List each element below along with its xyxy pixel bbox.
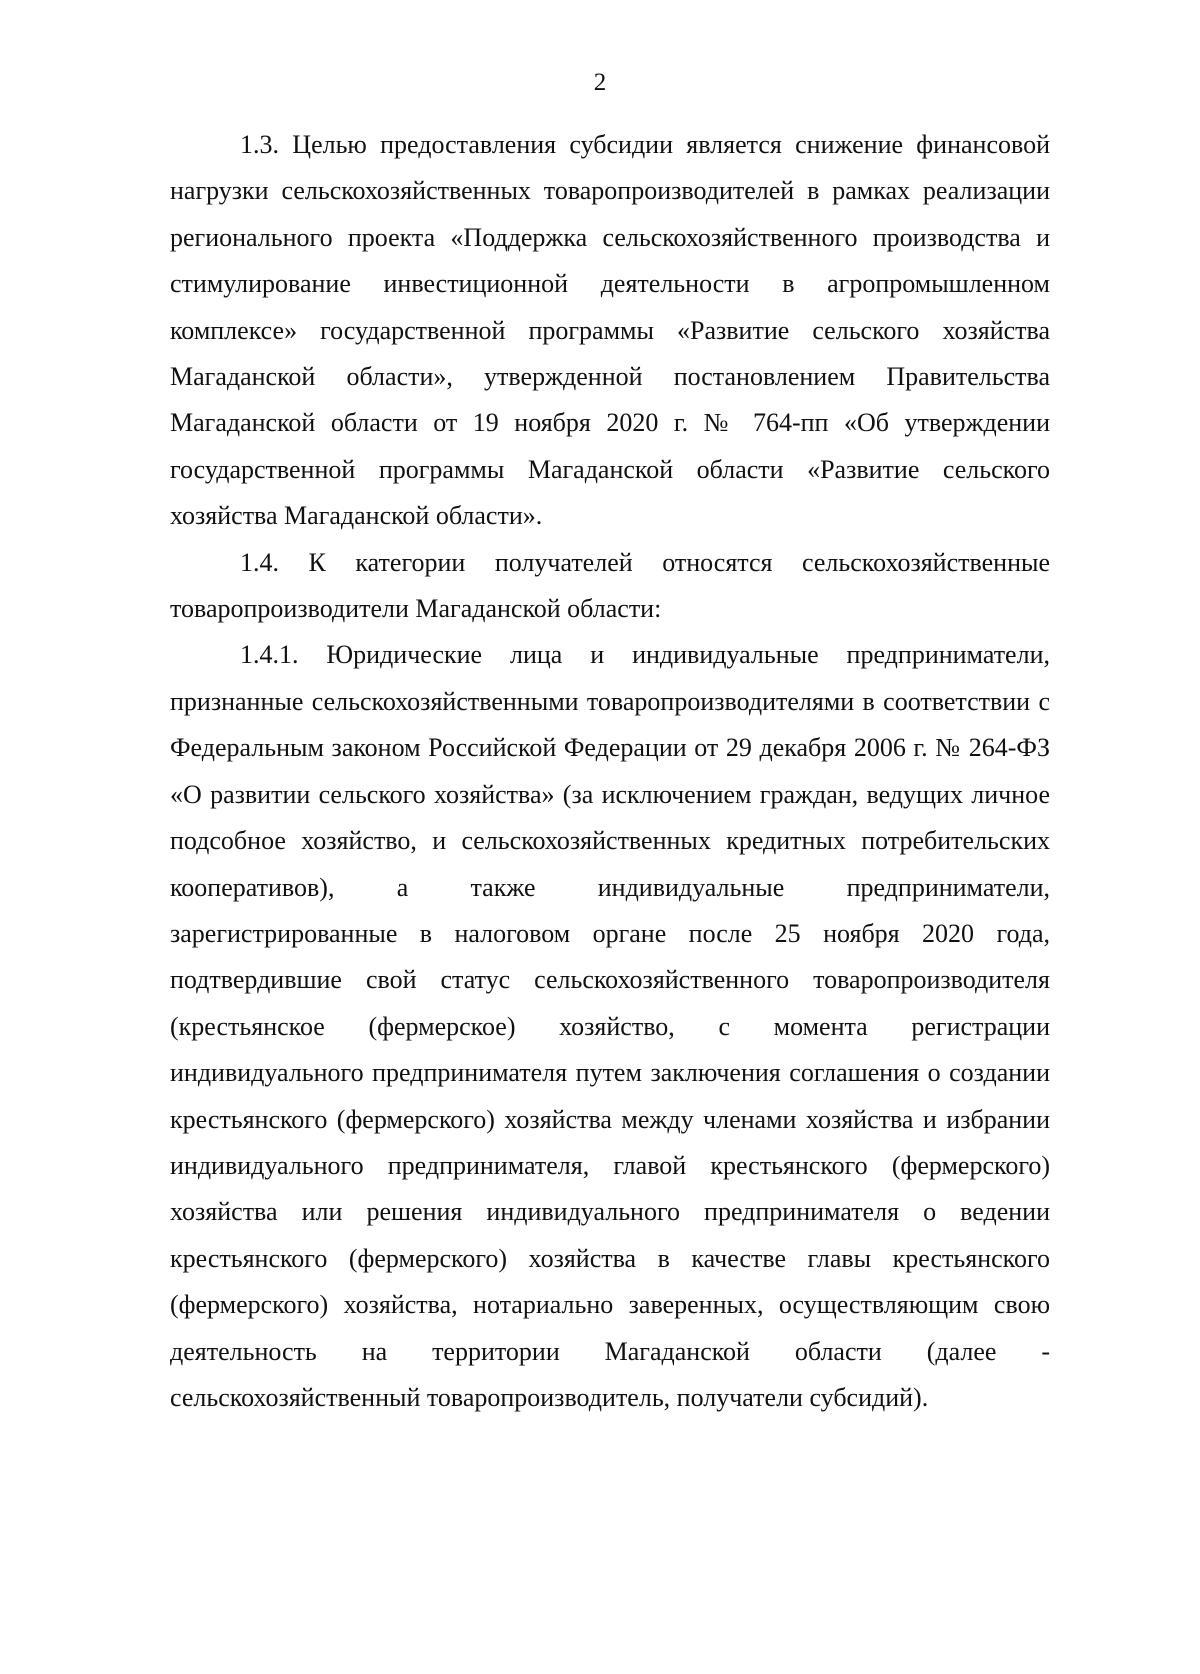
page-number: 2 <box>593 69 607 96</box>
paragraph-1-4-1: 1.4.1. Юридические лица и индивидуальные предприниматели, признанные сельскохозяйственными товаропроизводителями в соответствии с Федеральным законом Российской Федерации от 29 декабря 2006 г. № 264-ФЗ «О развитии сельского хозяйства» (за исключением граждан, ведущих личное подсобное хозяйство, и сельскохозяйственных кредитных потребительских кооперативов), а также индивидуальные предприниматели, зарегистрированные в налоговом органе после 25 ноября 2020 года, подтвердившие свой статус сельскохозяйственного товаропроизводителя (крестьянское (фермерское) хозяйство, с момента регистрации индивидуального предпринимателя путем заключения соглашения о создании крестьянского (фермерского) хозяйства между членами хозяйства и избрании индивидуального предпринимателя, главой крестьянского (фермерского) хозяйства или решения индивидуального предпринимателя о ведении крестьянского (фермерского) хозяйства в качестве главы крестьянского (фермерского) хозяйства, нотариально заверенных, осуществляющим свою деятельность на территории Магаданской области (далее - сельскохозяйственный товаропроизводитель, получатели субсидий). <box>170 640 1050 1412</box>
paragraph-1-4: 1.4. К категории получателей относятся сельскохозяйственные товаропроизводители Магаданской области: <box>170 547 1050 624</box>
paragraph-1-3: 1.3. Целью предоставления субсидии является снижение финансовой нагрузки сельскохозяйственных товаропроизводителей в рамках реализации регионального проекта «Поддержка сельскохозяйственного производства и стимулирование инвестиционной деятельности в агропромышленном комплексе» государственной программы «Развитие сельского хозяйства Магаданской области», утвержденной постановлением Правительства Магаданской области от 19 ноября 2020 г. № 764-пп «Об утверждении государственной программы Магаданской области «Развитие сельского хозяйства Магаданской области». <box>170 130 1050 531</box>
document-body <box>170 122 1050 1421</box>
